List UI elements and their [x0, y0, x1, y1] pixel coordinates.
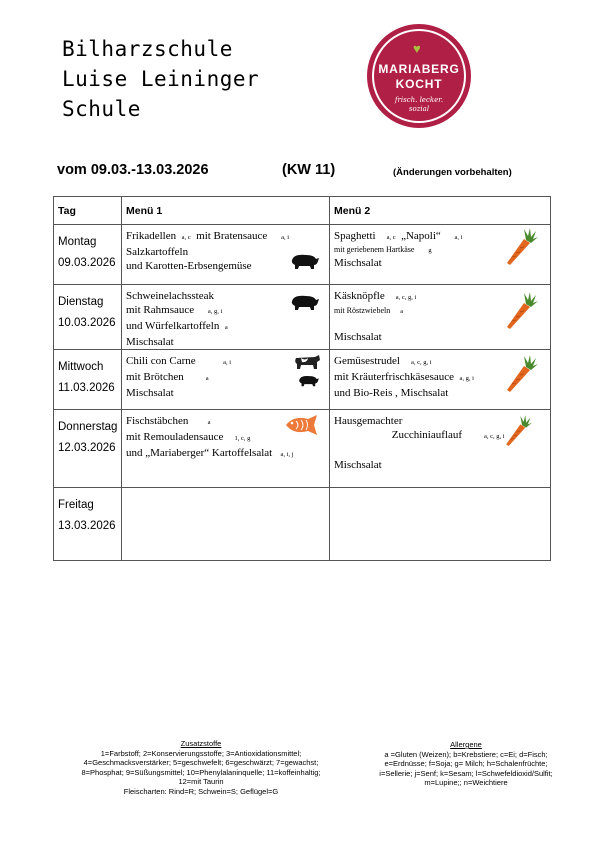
pig-icon: [288, 293, 320, 311]
carrot-icon: [502, 354, 538, 394]
pig-icon: [296, 374, 320, 387]
pig-icon: [288, 252, 320, 270]
table-row: [54, 410, 551, 488]
school-name: [62, 34, 259, 124]
week-range: vom 09.03.-13.03.2026: [57, 162, 209, 178]
carrot-icon: [502, 414, 532, 448]
header-day: Tag: [54, 197, 122, 225]
additives-legend: Zusatzstoffe 1=Farbstoff; 2=Konservierungsstoffe; 3=Antioxidationsmittel; 4=Geschmacksverstärker; 5=geschwefelt; 6=geschwärzt; 7=gewachst; 8=Phosphat; 9=Süßungsmittel; 10=Phenylalaninquelle; 11=koffeinhaltig; 12=mit Taurin Fleischarten: Rind=R; Schwein=S; Geflügel=G: [56, 739, 346, 797]
day-cell: Freitag 13.03.2026: [58, 499, 116, 532]
day-cell: Donnerstag 12.03.2026: [58, 421, 118, 454]
menu2-cell: Hausgemachter Zucchiniauflauf a, c, g, i Mischsalat: [330, 410, 551, 488]
logo-line1: MARIABERG: [378, 62, 460, 76]
header-menu2: Menü 2: [330, 197, 551, 225]
header-menu1: Menü 1: [122, 197, 330, 225]
school-name-line2: Luise Leininger: [62, 67, 260, 91]
logo-tagline: frisch. lecker. sozial: [394, 96, 444, 113]
school-name-line3: Schule: [62, 97, 141, 121]
cow-icon: [293, 354, 321, 370]
menu1-cell: [122, 488, 330, 561]
menu1-cell: Fischstäbchen a mit Remouladensauce 1, c, g und „Mariaberger“ Kartoffelsalat a, i, j: [122, 410, 330, 488]
table-row: [54, 285, 551, 350]
changes-note: (Änderungen vorbehalten): [393, 167, 512, 178]
mariaberg-kocht-logo: [367, 24, 471, 128]
menu-table: [53, 196, 551, 561]
heart-icon: ♥: [413, 41, 421, 56]
fish-icon: [284, 414, 320, 436]
menu1-cell: Schweinelachssteak mit Rahmsauce a, g, i und Würfelkartoffeln a Mischsalat: [122, 285, 330, 350]
menu2-cell: Gemüsestrudel a, c, g, i mit Kräuterfrischkäsesauce a, g, i und Bio-Reis , Mischsalat: [330, 350, 551, 410]
table-row: [54, 350, 551, 410]
calendar-week: (KW 11): [282, 162, 336, 178]
day-cell: Dienstag 10.03.2026: [58, 296, 116, 329]
logo-line2: KOCHT: [395, 77, 443, 91]
carrot-icon: [502, 291, 538, 331]
additives-title: Zusatzstoffe: [180, 739, 222, 748]
school-name-line1: Bilharzschule: [62, 37, 233, 61]
allergens-legend: Allergene a =Gluten (Weizen); b=Krebstiere; c=Ei; d=Fisch; e=Erdnüsse; f=Soja; g= Milch; h=Schalenfrüchte; i=Sellerie; j=Senf; k=Sesam; l=Schwefeldioxid/Sulfit; m=Lupine;; n=Weichtiere: [368, 740, 564, 788]
day-cell: Mittwoch 11.03.2026: [58, 361, 115, 394]
menu1-cell: Chili con Carne a, i mit Brötchen a Mischsalat: [122, 350, 330, 410]
menu2-cell: Spaghetti a, c „Napoli“ a, i mit geriebenem Hartkäse g Mischsalat: [330, 225, 551, 285]
menu1-cell: Frikadellen a, c mit Bratensauce a, i Salzkartoffeln und Karotten-Erbsengemüse: [122, 225, 330, 285]
allergens-title: Allergene: [450, 740, 482, 749]
table-row: [54, 225, 551, 285]
menu2-cell: [330, 488, 551, 561]
menu2-cell: Käsknöpfle a, c, g, i mit Röstzwiebeln a Mischsalat: [330, 285, 551, 350]
table-row: [54, 488, 551, 561]
day-cell: Montag 09.03.2026: [58, 236, 116, 269]
carrot-icon: [502, 227, 538, 267]
